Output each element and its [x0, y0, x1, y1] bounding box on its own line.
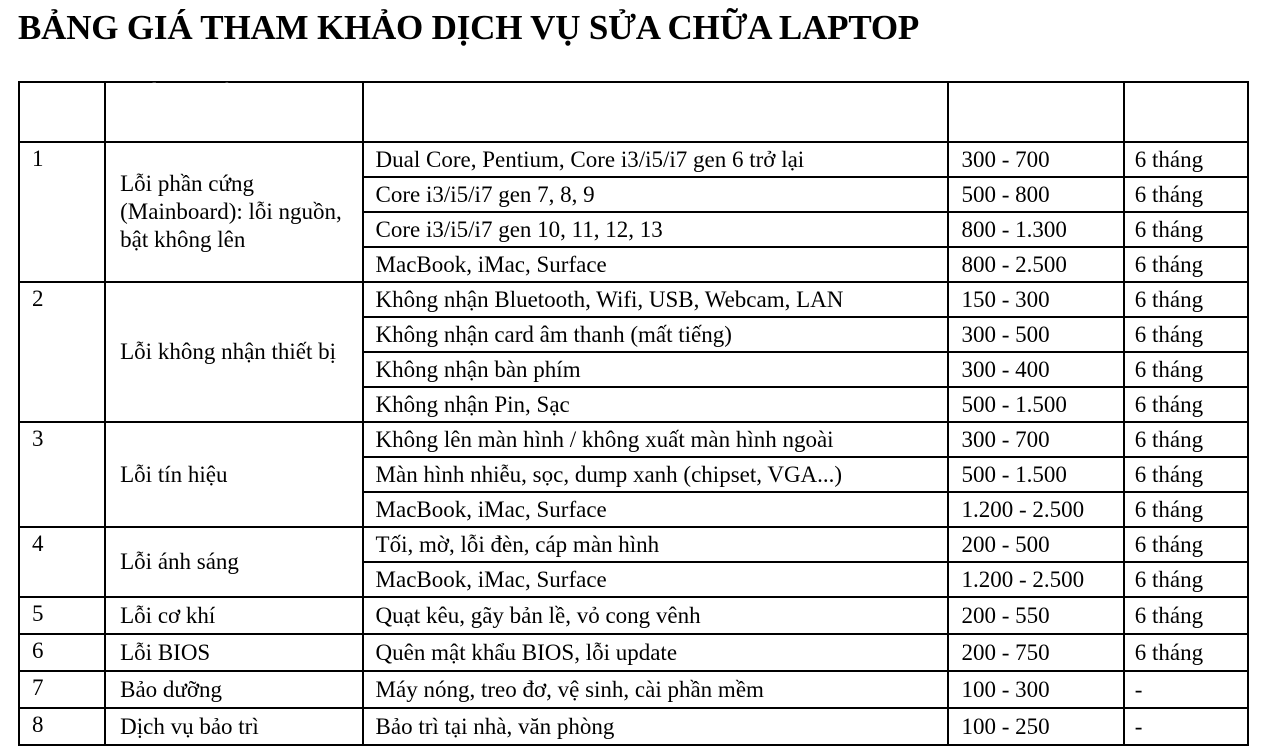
- column-header-stt-line1: STT: [32, 98, 78, 125]
- cell-price: 800 - 1.300: [948, 212, 1123, 247]
- cell-machine-detail: MacBook, iMac, Surface: [363, 562, 949, 597]
- cell-stt: 5: [19, 597, 105, 634]
- cell-stt: 4: [19, 527, 105, 597]
- table-row: [19, 422, 1248, 457]
- table-row: [19, 142, 1248, 177]
- cell-error-group: Lỗi không nhận thiết bị: [105, 282, 362, 422]
- cell-price: 800 - 2.500: [948, 247, 1123, 282]
- cell-price: 300 - 700: [948, 142, 1123, 177]
- column-header-price-line1: GIÁ (NGÀN: [949, 84, 1082, 110]
- cell-warranty: 6 tháng: [1124, 492, 1248, 527]
- cell-machine-detail: Core i3/i5/i7 gen 10, 11, 12, 13: [363, 212, 949, 247]
- cell-price: 500 - 1.500: [948, 387, 1123, 422]
- cell-stt: 8: [19, 708, 105, 745]
- cell-price: 200 - 550: [948, 597, 1123, 634]
- cell-price: 300 - 400: [948, 352, 1123, 387]
- cell-stt: 6: [19, 634, 105, 671]
- cell-price: 500 - 1.500: [948, 457, 1123, 492]
- cell-warranty: 6 tháng: [1124, 597, 1248, 634]
- cell-price: 300 - 500: [948, 317, 1123, 352]
- cell-price: 1.200 - 2.500: [948, 562, 1123, 597]
- cell-machine-detail: MacBook, iMac, Surface: [363, 247, 949, 282]
- cell-machine-detail: Dual Core, Pentium, Core i3/i5/i7 gen 6 trở lại: [363, 142, 949, 177]
- cell-warranty: 6 tháng: [1124, 247, 1248, 282]
- cell-warranty: 6 tháng: [1124, 212, 1248, 247]
- cell-error-group: Dịch vụ bảo trì: [105, 708, 362, 745]
- column-header-warranty: [1124, 82, 1248, 142]
- cell-warranty: 6 tháng: [1124, 142, 1248, 177]
- table-header: [19, 82, 1248, 142]
- column-header-group-line2: TƯỢNG LỖI: [106, 113, 248, 139]
- cell-warranty: 6 tháng: [1124, 422, 1248, 457]
- cell-warranty: 6 tháng: [1124, 387, 1248, 422]
- column-header-price: [948, 82, 1123, 142]
- service-price-table: [18, 81, 1249, 746]
- table-row: [19, 597, 1248, 634]
- cell-machine-detail: Tối, mờ, lỗi đèn, cáp màn hình: [363, 527, 949, 562]
- cell-warranty: 6 tháng: [1124, 282, 1248, 317]
- column-header-group-line1: NHÓM HIỆN: [106, 84, 253, 110]
- cell-stt: 2: [19, 282, 105, 422]
- cell-warranty: -: [1124, 671, 1248, 708]
- cell-warranty: 6 tháng: [1124, 457, 1248, 492]
- cell-warranty: 6 tháng: [1124, 352, 1248, 387]
- cell-machine-detail: Không nhận Pin, Sạc: [363, 387, 949, 422]
- cell-warranty: 6 tháng: [1124, 317, 1248, 352]
- table-header-row: [19, 82, 1248, 142]
- cell-price: 100 - 300: [948, 671, 1123, 708]
- cell-warranty: 6 tháng: [1124, 562, 1248, 597]
- cell-machine-detail: Màn hình nhiễu, sọc, dump xanh (chipset, VGA...): [363, 457, 949, 492]
- table-row: [19, 634, 1248, 671]
- cell-machine-detail: Không nhận card âm thanh (mất tiếng): [363, 317, 949, 352]
- cell-machine-detail: Máy nóng, treo đơ, vệ sinh, cài phần mềm: [363, 671, 949, 708]
- cell-stt: 3: [19, 422, 105, 527]
- cell-warranty: 6 tháng: [1124, 634, 1248, 671]
- page-title: BẢNG GIÁ THAM KHẢO DỊCH VỤ SỬA CHỮA LAPTOP: [18, 8, 920, 47]
- cell-machine-detail: Bảo trì tại nhà, văn phòng: [363, 708, 949, 745]
- cell-machine-detail: Không nhận bàn phím: [363, 352, 949, 387]
- cell-price: 500 - 800: [948, 177, 1123, 212]
- cell-price: 200 - 500: [948, 527, 1123, 562]
- cell-machine-detail: Quạt kêu, gãy bản lề, vỏ cong vênh: [363, 597, 949, 634]
- cell-machine-detail: Không nhận Bluetooth, Wifi, USB, Webcam, LAN: [363, 282, 949, 317]
- column-header-warranty-line2: HÀNH: [1124, 113, 1198, 139]
- column-header-price-line2: VNĐ): [949, 113, 1011, 139]
- cell-error-group: Lỗi BIOS: [105, 634, 362, 671]
- cell-error-group: Lỗi cơ khí: [105, 597, 362, 634]
- cell-stt: 7: [19, 671, 105, 708]
- cell-machine-detail: Quên mật khẩu BIOS, lỗi update: [363, 634, 949, 671]
- cell-warranty: -: [1124, 708, 1248, 745]
- cell-error-group: Lỗi ánh sáng: [105, 527, 362, 597]
- table-row: [19, 282, 1248, 317]
- cell-error-group: Bảo dưỡng: [105, 671, 362, 708]
- cell-error-group: Lỗi tín hiệu: [105, 422, 362, 527]
- cell-machine-detail: Không lên màn hình / không xuất màn hình ngoài: [363, 422, 949, 457]
- cell-error-group: Lỗi phần cứng (Mainboard): lỗi nguồn, bật không lên: [105, 142, 362, 282]
- table-body: [19, 142, 1248, 745]
- cell-warranty: 6 tháng: [1124, 527, 1248, 562]
- cell-price: 100 - 250: [948, 708, 1123, 745]
- column-header-detail: [363, 82, 949, 142]
- cell-stt: 1: [19, 142, 105, 282]
- table-row: [19, 671, 1248, 708]
- cell-price: 1.200 - 2.500: [948, 492, 1123, 527]
- cell-warranty: 6 tháng: [1124, 177, 1248, 212]
- table-row: [19, 527, 1248, 562]
- table-row: [19, 708, 1248, 745]
- column-header-stt: [19, 82, 105, 142]
- cell-price: 150 - 300: [948, 282, 1123, 317]
- column-header-group: [105, 82, 362, 142]
- cell-price: 200 - 750: [948, 634, 1123, 671]
- column-header-detail-line1: CHI TIẾT ĐỜI MÁY: [363, 98, 590, 125]
- cell-machine-detail: MacBook, iMac, Surface: [363, 492, 949, 527]
- column-header-warranty-line1: BẢO: [1124, 84, 1178, 110]
- cell-machine-detail: Core i3/i5/i7 gen 7, 8, 9: [363, 177, 949, 212]
- cell-price: 300 - 700: [948, 422, 1123, 457]
